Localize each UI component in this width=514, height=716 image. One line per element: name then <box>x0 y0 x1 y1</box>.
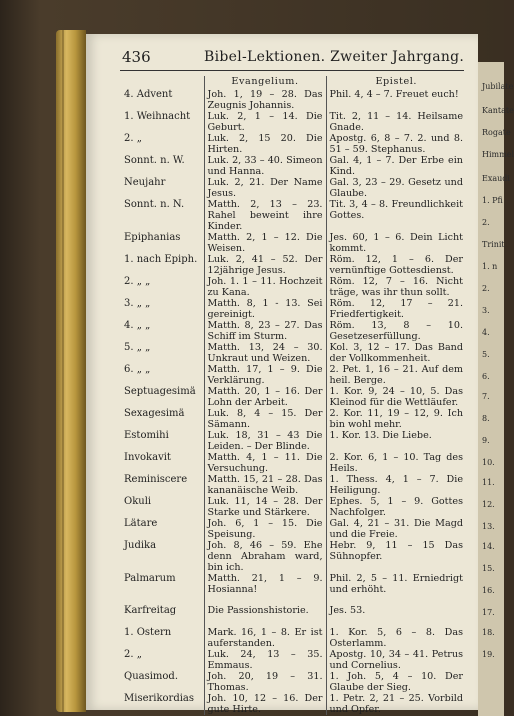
facing-page-fragment: 7. <box>482 392 490 401</box>
table-row <box>122 474 466 496</box>
gospel-column-header: Evangelium. <box>204 76 326 89</box>
row-gap <box>122 595 466 605</box>
table-row <box>122 364 466 386</box>
epistle-cell: Gal. 3, 23 – 29. Gesetz und Glaube. <box>326 177 466 199</box>
gospel-cell: Matth. 4, 1 – 11. Die Versuchung. <box>204 452 326 474</box>
facing-page-fragment: 12. <box>482 500 495 509</box>
day-cell: Sexagesimä <box>124 408 185 419</box>
table-row <box>122 298 466 320</box>
facing-page-fragment: 18. <box>482 628 495 637</box>
epistle-cell: Röm. 12, 7 – 16. Nicht träge, was ihr thun sollt. <box>326 276 466 298</box>
facing-page-fragment: 19. <box>482 650 495 659</box>
facing-page-fragment: 2. <box>482 218 490 227</box>
day-cell: 4. „ „ <box>124 320 151 331</box>
gospel-cell: Luk. 11, 14 – 28. Der Starke und Stärkere. <box>204 496 326 518</box>
day-cell: 1. Ostern <box>124 627 172 638</box>
table-row <box>122 232 466 254</box>
day-cell: 5. „ „ <box>124 342 151 353</box>
day-cell: Karfreitag <box>124 605 177 616</box>
book-gilt-edge <box>56 30 86 712</box>
day-cell: 2. „ <box>124 133 142 144</box>
epistle-cell: 1. Joh. 5, 4 – 10. Der Glaube der Sieg. <box>326 671 466 693</box>
facing-page-fragment: 14. <box>482 542 495 551</box>
day-cell: Sonnt. n. W. <box>124 155 185 166</box>
facing-page-fragment: 2. <box>482 284 490 293</box>
gospel-cell: Matth. 8, 1 - 13. Sei gereinigt. <box>204 298 326 320</box>
gospel-cell: Luk. 8, 4 – 15. Der Sämann. <box>204 408 326 430</box>
facing-page-edge <box>478 62 514 716</box>
facing-page-fragment: Trinit <box>482 240 505 249</box>
epistle-cell: 2. Pet. 1, 16 – 21. Auf dem heil. Berge. <box>326 364 466 386</box>
lessons-table <box>122 76 466 715</box>
epistle-cell: 1. Kor. 9, 24 – 10, 5. Das Kleinod für die Wettläufer. <box>326 386 466 408</box>
day-cell: Reminiscere <box>124 474 188 485</box>
table-row <box>122 518 466 540</box>
epistle-cell: Kol. 3, 12 – 17. Das Band der Vollkommenheit. <box>326 342 466 364</box>
facing-page-fragment: Himmel <box>482 150 514 159</box>
day-cell: Judika <box>124 540 157 551</box>
facing-page-fragment: 1. Pfi <box>482 196 503 205</box>
facing-page-fragment: Kantate <box>482 106 514 115</box>
day-cell: 2. „ <box>124 649 142 660</box>
day-cell: 3. „ „ <box>124 298 151 309</box>
table-row <box>122 693 466 715</box>
epistle-cell: Jes. 53. <box>326 605 466 627</box>
day-cell: 6. „ „ <box>124 364 151 375</box>
epistle-cell: 2. Kor. 6, 1 – 10. Tag des Heils. <box>326 452 466 474</box>
epistle-cell: 1. Petr. 2, 21 – 25. Vorbild und Opfer. <box>326 693 466 715</box>
epistle-cell: 2. Kor. 11, 19 – 12, 9. Ich bin wohl mehr. <box>326 408 466 430</box>
book-page <box>86 34 478 715</box>
table-row <box>122 452 466 474</box>
facing-page-fragment: 9. <box>482 436 490 445</box>
epistle-cell: 1. Thess. 4, 1 – 7. Die Heiligung. <box>326 474 466 496</box>
gospel-cell: Matth. 17, 1 – 9. Die Verklärung. <box>204 364 326 386</box>
epistle-cell: Gal. 4, 21 – 31. Die Magd und die Freie. <box>326 518 466 540</box>
table-row <box>122 276 466 298</box>
gospel-cell: Matth. 8, 23 – 27. Das Schiff im Sturm. <box>204 320 326 342</box>
gospel-cell: Luk. 2, 33 – 40. Simeon und Hanna. <box>204 155 326 177</box>
epistle-cell: Röm. 12, 1 – 6. Der vernünftige Gottesdienst. <box>326 254 466 276</box>
table-row <box>122 254 466 276</box>
gospel-cell: Luk. 2, 1 – 14. Die Geburt. <box>204 111 326 133</box>
facing-page-fragment: 11. <box>482 478 495 487</box>
table-row <box>122 111 466 133</box>
day-cell: 2. „ „ <box>124 276 151 287</box>
day-cell: 4. Advent <box>124 89 173 100</box>
day-cell: Sonnt. n. N. <box>124 199 185 210</box>
gospel-cell: Luk. 2, 15 20. Die Hirten. <box>204 133 326 155</box>
epistle-column-header: Epistel. <box>326 76 466 89</box>
day-cell: Palmarum <box>124 573 176 584</box>
facing-page-fragment: 13. <box>482 522 495 531</box>
facing-page-fragment: 3. <box>482 306 490 315</box>
epistle-cell: Gal. 4, 1 – 7. Der Erbe ein Kind. <box>326 155 466 177</box>
epistle-cell: Röm. 12, 17 – 21. Friedfertigkeit. <box>326 298 466 320</box>
gospel-cell: Die Passionshistorie. <box>204 605 326 627</box>
day-cell: Estomihi <box>124 430 169 441</box>
epistle-cell: 1. Kor. 5, 6 – 8. Das Osterlamm. <box>326 627 466 649</box>
table-row <box>122 605 466 627</box>
table-row <box>122 133 466 155</box>
day-cell: Quasimod. <box>124 671 179 682</box>
gospel-cell: Matth. 2, 13 – 23. Rahel beweint ihre Kinder. <box>204 199 326 232</box>
gospel-cell: Matth. 21, 1 – 9. Hosianna! <box>204 573 326 595</box>
running-title: Bibel-Lektionen. Zweiter Jahrgang. <box>204 49 465 65</box>
facing-page-fragment: 15. <box>482 564 495 573</box>
gospel-cell: Matth. 15, 21 – 28. Das kananäische Weib. <box>204 474 326 496</box>
epistle-cell: Tit. 3, 4 – 8. Freundlichkeit Gottes. <box>326 199 466 232</box>
facing-page-fragment: 10. <box>482 458 495 467</box>
gospel-cell: Joh. 1, 19 – 28. Das Zeugnis Johannis. <box>204 89 326 111</box>
gospel-cell: Luk. 2, 41 – 52. Der 12jährige Jesus. <box>204 254 326 276</box>
gospel-cell: Joh. 1. 1 – 11. Hochzeit zu Kana. <box>204 276 326 298</box>
gospel-cell: Joh. 8, 46 – 59. Ehe denn Abraham ward, bin ich. <box>204 540 326 573</box>
table-row <box>122 320 466 342</box>
page-number: 436 <box>122 48 151 66</box>
epistle-cell: Apostg. 10, 34 – 41. Petrus und Cornelius. <box>326 649 466 671</box>
page-header <box>86 48 478 68</box>
day-cell: 1. nach Epiph. <box>124 254 198 265</box>
gospel-cell: Joh. 6, 1 – 15. Die Speisung. <box>204 518 326 540</box>
day-cell: Miserikordias <box>124 693 195 704</box>
facing-page-fragment: 16. <box>482 586 495 595</box>
epistle-cell: Phil. 4, 4 – 7. Freuet euch! <box>326 89 466 111</box>
day-cell: Lätare <box>124 518 158 529</box>
day-cell: Invokavit <box>124 452 171 463</box>
epistle-cell: 1. Kor. 13. Die Liebe. <box>326 430 466 452</box>
table-row <box>122 155 466 177</box>
table-row <box>122 540 466 573</box>
gospel-cell: Matth. 2, 1 – 12. Die Weisen. <box>204 232 326 254</box>
gospel-cell: Mark. 16, 1 – 8. Er ist auferstanden. <box>204 627 326 649</box>
facing-page-fragment: 6. <box>482 372 490 381</box>
gospel-cell: Joh. 20, 19 – 31. Thomas. <box>204 671 326 693</box>
gospel-cell: Luk. 24, 13 – 35. Emmaus. <box>204 649 326 671</box>
epistle-cell: Phil. 2, 5 – 11. Erniedrigt und erhöht. <box>326 573 466 595</box>
epistle-cell: Apostg. 6, 8 – 7. 2. und 8. 51 – 59. Stephanus. <box>326 133 466 155</box>
day-column-header <box>122 76 204 89</box>
day-cell: Okuli <box>124 496 152 507</box>
table-row <box>122 199 466 232</box>
day-cell: 1. Weihnacht <box>124 111 191 122</box>
table-row <box>122 496 466 518</box>
facing-page-fragment: 4. <box>482 328 490 337</box>
facing-page-fragment: Exaudi <box>482 174 510 183</box>
table-row <box>122 649 466 671</box>
table-row <box>122 671 466 693</box>
table-row <box>122 177 466 199</box>
gospel-cell: Matth. 20, 1 – 16. Der Lohn der Arbeit. <box>204 386 326 408</box>
gospel-cell: Matth. 13, 24 – 30. Unkraut und Weizen. <box>204 342 326 364</box>
table-header-row <box>122 76 466 89</box>
table-row <box>122 627 466 649</box>
table-row <box>122 408 466 430</box>
facing-page-fragment: Jubilate <box>482 82 514 91</box>
epistle-cell: Röm. 13, 8 – 10. Gesetzeserfüllung. <box>326 320 466 342</box>
day-cell: Epiphanias <box>124 232 181 243</box>
table-row <box>122 89 466 111</box>
table-row <box>122 573 466 595</box>
gospel-cell: Luk. 2, 21. Der Name Jesus. <box>204 177 326 199</box>
day-cell: Neujahr <box>124 177 166 188</box>
gospel-cell: Luk. 18, 31 – 43 Die Leiden. – Der Blinde. <box>204 430 326 452</box>
epistle-cell: Jes. 60, 1 – 6. Dein Licht kommt. <box>326 232 466 254</box>
facing-page-fragment: 17. <box>482 608 495 617</box>
table-row <box>122 342 466 364</box>
epistle-cell: Tit. 2, 11 – 14. Heilsame Gnade. <box>326 111 466 133</box>
table-row <box>122 386 466 408</box>
day-cell: Septuagesimä <box>124 386 196 397</box>
gospel-cell: Joh. 10, 12 – 16. Der gute Hirte. <box>204 693 326 715</box>
facing-page-fragment: 8. <box>482 414 490 423</box>
epistle-cell: Hebr. 9, 11 – 15 Das Sühnopfer. <box>326 540 466 573</box>
epistle-cell: Ephes. 5, 1 – 9. Gottes Nachfolger. <box>326 496 466 518</box>
table-row <box>122 430 466 452</box>
header-rule <box>120 70 464 71</box>
facing-page-fragment: 5. <box>482 350 490 359</box>
facing-page-fragment: Rogate <box>482 128 511 137</box>
facing-page-fragment: 1. n <box>482 262 498 271</box>
